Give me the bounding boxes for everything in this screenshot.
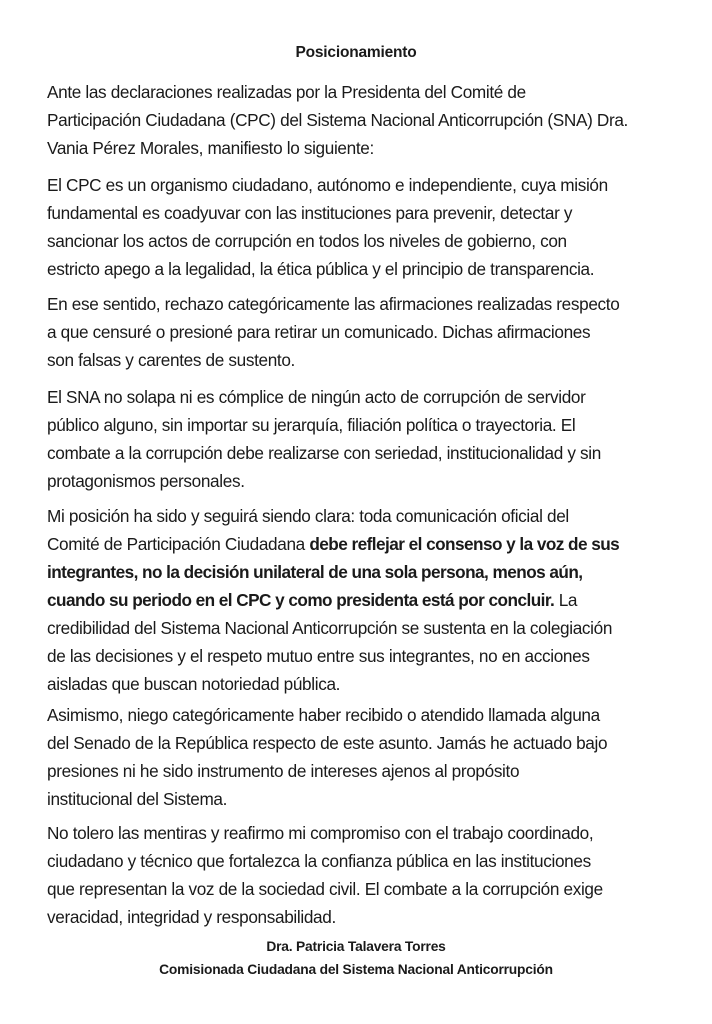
- text-line: veracidad, integridad y responsabilidad.: [47, 907, 336, 927]
- text-line: protagonismos personales.: [47, 471, 245, 491]
- paragraph-position: [47, 502, 687, 698]
- text-line: [47, 586, 687, 614]
- document-title: Posicionamiento: [295, 44, 417, 61]
- text-line: a que censuré o presioné para retirar un comunicado. Dichas afirmaciones: [47, 322, 591, 342]
- text-line: [47, 530, 687, 558]
- text-line: público alguno, sin importar su jerarquía, filiación política o trayectoria. El: [47, 415, 576, 435]
- text-line: aisladas que buscan notoriedad pública.: [47, 674, 341, 694]
- signature-position: Comisionada Ciudadana del Sistema Nacional Anticorrupción: [159, 962, 553, 977]
- text-emphasis: debe reflejar el consenso y la voz de sus: [309, 534, 620, 554]
- text-line: ciudadano y técnico que fortalezca la confianza pública en las instituciones: [47, 851, 591, 871]
- text-line: El SNA no solapa ni es cómplice de ningún acto de corrupción de servidor: [47, 387, 586, 407]
- text-line: Vania Pérez Morales, manifiesto lo siguiente:: [47, 138, 374, 158]
- text-line: No tolero las mentiras y reafirmo mi compromiso con el trabajo coordinado,: [47, 823, 594, 843]
- text-line: del Senado de la República respecto de este asunto. Jamás he actuado bajo: [47, 733, 608, 753]
- text-line: Participación Ciudadana (CPC) del Sistema Nacional Anticorrupción (SNA) Dra.: [47, 110, 628, 130]
- text-line: Asimismo, niego categóricamente haber recibido o atendido llamada alguna: [47, 705, 600, 725]
- paragraph-denial: [47, 701, 687, 813]
- text-line: combate a la corrupción debe realizarse con seriedad, institucionalidad y sin: [47, 443, 601, 463]
- text-line: son falsas y carentes de sustento.: [47, 350, 295, 370]
- text-line: sancionar los actos de corrupción en todos los niveles de gobierno, con: [47, 231, 567, 251]
- text-line: En ese sentido, rechazo categóricamente las afirmaciones realizadas respecto: [47, 294, 620, 314]
- text-normal: Comité de Participación Ciudadana: [47, 534, 310, 554]
- text-line: de las decisiones y el respeto mutuo entre sus integrantes, no en acciones: [47, 646, 590, 666]
- paragraph-cpc-mission: [47, 171, 687, 283]
- text-line: institucional del Sistema.: [47, 789, 228, 809]
- text-emphasis-line: integrantes, no la decisión unilateral de una sola persona, menos aún,: [47, 562, 583, 582]
- paragraph-sna-stance: [47, 383, 687, 495]
- text-line: El CPC es un organismo ciudadano, autónomo e independiente, cuya misión: [47, 175, 608, 195]
- text-line: Ante las declaraciones realizadas por la Presidenta del Comité de: [47, 82, 526, 102]
- text-normal: La: [554, 590, 578, 610]
- text-line: presiones ni he sido instrumento de intereses ajenos al propósito: [47, 761, 520, 781]
- paragraph-intro: [47, 78, 687, 162]
- text-line: Mi posición ha sido y seguirá siendo clara: toda comunicación oficial del: [47, 506, 569, 526]
- text-line: fundamental es coadyuvar con las instituciones para prevenir, detectar y: [47, 203, 573, 223]
- signature-name: Dra. Patricia Talavera Torres: [266, 939, 446, 954]
- text-line: que representan la voz de la sociedad civil. El combate a la corrupción exige: [47, 879, 603, 899]
- signature-block: [0, 935, 712, 981]
- text-line: credibilidad del Sistema Nacional Anticorrupción se sustenta en la colegiación: [47, 618, 613, 638]
- text-emphasis: cuando su periodo en el CPC y como presidenta está por concluir.: [47, 590, 555, 610]
- text-line: estricto apego a la legalidad, la ética pública y el principio de transparencia.: [47, 259, 595, 279]
- paragraph-commitment: [47, 819, 687, 931]
- paragraph-rejection: [47, 290, 687, 374]
